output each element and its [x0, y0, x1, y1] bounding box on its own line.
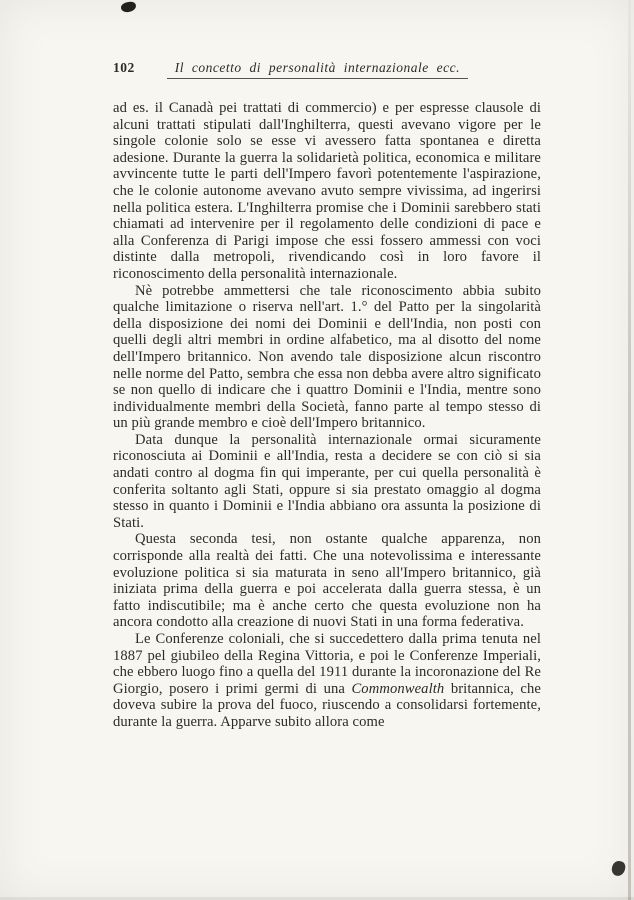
paragraph: [113, 631, 541, 731]
paragraph: ad es. il Canadà pei trattati di commercio) e per espresse clausole di alcuni trattati stipulati dall'Inghilterra, questi avevano vigore per le singole colonie solo se esse vi avessero fatta spontanea e diretta adesione. Durante la guerra la solidarietà politica, economica e militare avvincente tutte le parti dell'Impero favorì potentemente l'aspirazione, che le colonie autonome avevano avuto sempre vivissima, ad ingerirsi nella politica estera. L'Inghilterra promise che i Dominii sarebbero stati chiamati ad intervenire per il regolamento delle condizioni di pace e alla Conferenza di Parigi impose che essi fossero ammessi con voci distinte dalla metropoli, rivendicando così in loro favore il riconoscimento della personalità internazionale.: [113, 100, 541, 282]
page-number: 102: [113, 60, 135, 75]
paragraph-text: britannica, che doveva subire la prova del fuoco, riuscendo a consolidarsi fortemente, durante la guerra. Apparve subito allora come: [113, 680, 541, 730]
scan-artifact-top: [120, 1, 136, 13]
paragraph: Questa seconda tesi, non ostante qualche apparenza, non corrisponde alla realtà dei fatti. Che una notevolissima e interessante evoluzione politica si sia maturata in seno all'Impero britannico, già iniziata prima della guerra e poi accelerata dalla guerra stessa, è un fatto indiscutibile; ma è anche certo che questa evoluzione non ha ancora condotto alla creazione di nuovi Stati in una forma federativa.: [113, 531, 541, 631]
paragraph: Data dunque la personalità internazionale ormai sicuramente riconosciuta ai Dominii e all'India, resta a decidere se con ciò si sia andati contro al dogma fin qui imperante, per cui quella personalità è conferita soltanto agli Stati, oppure si sia prestato omaggio al dogma stesso in quanto i Dominii e l'India abbiano ora assunta la posizione di Stati.: [113, 431, 541, 531]
scan-artifact-bottom-right: [610, 860, 626, 878]
running-title: Il concetto di personalità internazionale ecc.: [167, 60, 468, 79]
text-block: [113, 60, 541, 731]
scan-edge-shadow-right: [628, 0, 631, 900]
paragraph-text: Le Conferenze coloniali, che si succedettero dalla prima tenuta nel 1887 pel giubileo della Regina Vittoria, e poi le Conferenze Imperiali, che ebbero luogo fino a quella del 1911 durante la incoronazione del Re Giorgio, posero i primi germi di una: [113, 631, 541, 697]
paragraph: Nè potrebbe ammettersi che tale riconoscimento abbia subito qualche limitazione o riserva nell'art. 1.° del Patto per la singolarità della disposizione dei nomi dei Dominii e dell'India, non posti con quelli degli altri membri in ordine alfabetico, ma al disotto del nome dell'Impero britannico. Non avendo tale disposizione alcun riscontro nelle norme del Patto, sembra che essa non debba avere altro significato se non quello di indicare che i quattro Dominii e l'India, mentre sono individualmente membri della Società, fanno parte al tempo stesso di un più grande membro e cioè dell'Impero britannico.: [113, 282, 541, 432]
italic-term: Commonwealth: [351, 680, 445, 697]
page-body: [113, 100, 541, 731]
page-header: [113, 60, 541, 79]
